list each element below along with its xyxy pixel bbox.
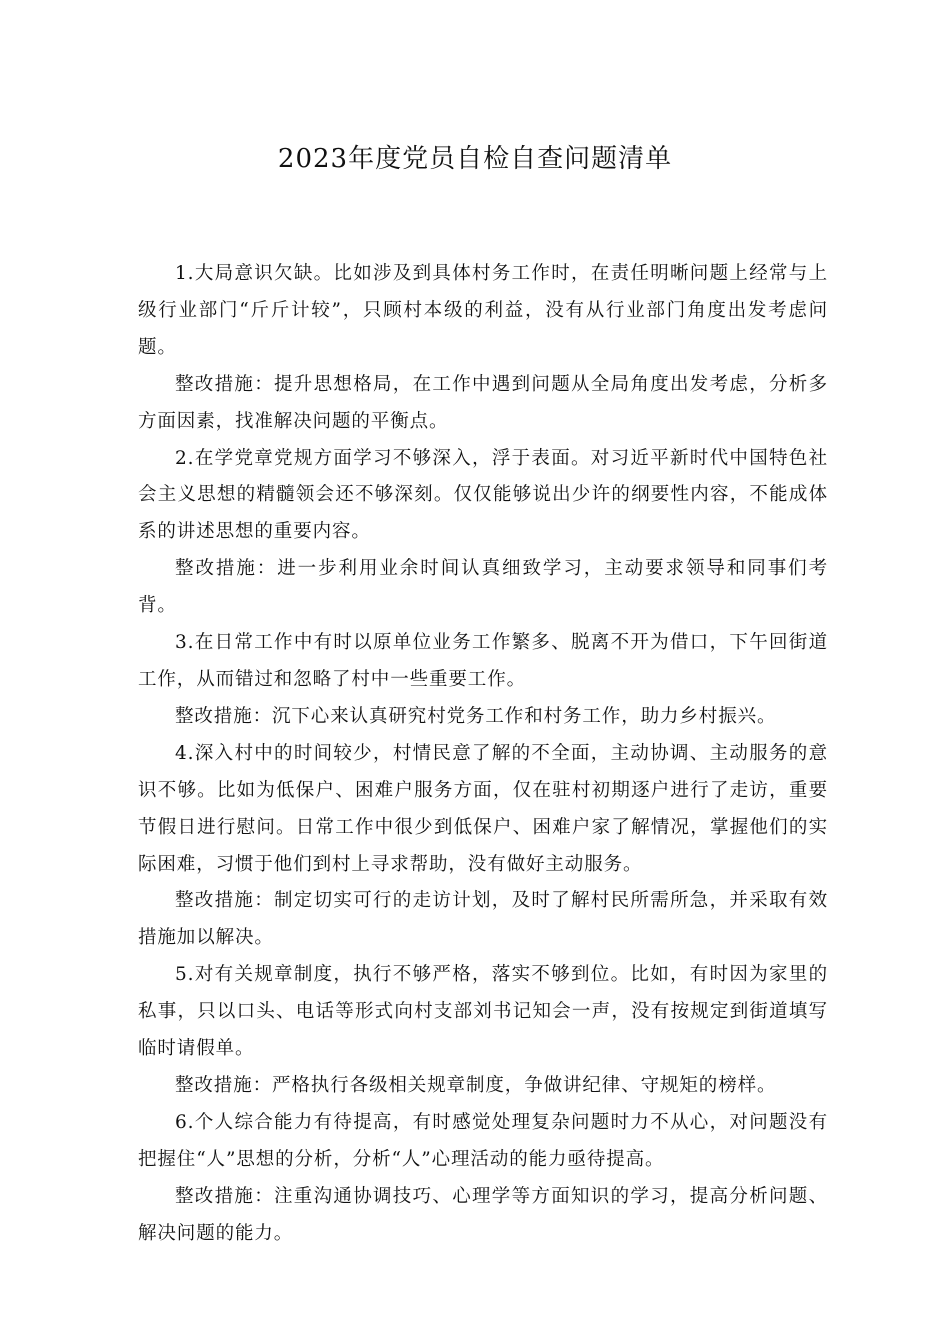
issue-1: 1.大局意识欠缺。比如涉及到具体村务工作时，在责任明晰问题上经常与上级行业部门“斤斤计较”，只顾村本级的利益，没有从行业部门角度出发考虑问题。 — [138, 263, 828, 358]
issue-5: 5.对有关规章制度，执行不够严格，落实不够到位。比如，有时因为家里的私事，只以口头、电话等形式向村支部刘书记知会一声，没有按规定到街道填写临时请假单。 — [138, 964, 828, 1060]
remedy-4: 整改措施：制定切实可行的走访计划，及时了解村民所需所急，并采取有效措施加以解决。 — [138, 890, 828, 949]
issue-4: 4.深入村中的时间较少，村情民意了解的不全面，主动协调、主动服务的意识不够。比如为低保户、困难户服务方面，仅在驻村初期逐户进行了走访，重要节假日进行慰问。日常工作中很少到低保户、困难户家了解情况，掌握他们的实际困难，习惯于他们到村上寻求帮助，没有做好主动服务。 — [138, 742, 828, 875]
issue-2: 2.在学党章党规方面学习不够深入，浮于表面。对习近平新时代中国特色社会主义思想的精髓领会还不够深刻。仅仅能够说出少许的纲要性内容，不能成体系的讲述思想的重要内容。 — [138, 447, 828, 543]
remedy-5: 整改措施：严格执行各级相关规章制度，争做讲纪律、守规矩的榜样。 — [175, 1074, 777, 1096]
remedy-1: 整改措施：提升思想格局，在工作中遇到问题从全局角度出发考虑，分析多方面因素，找准解决问题的平衡点。 — [138, 373, 828, 432]
document-body — [138, 256, 828, 1252]
remedy-3: 整改措施：沉下心来认真研究村党务工作和村务工作，助力乡村振兴。 — [175, 705, 777, 727]
remedy-2: 整改措施：进一步利用业余时间认真细致学习，主动要求领导和同事们考背。 — [138, 558, 828, 617]
remedy-6: 整改措施：注重沟通协调技巧、心理学等方面知识的学习，提高分析问题、解决问题的能力。 — [138, 1185, 828, 1244]
document-title: 2023年度党员自检自查问题清单 — [277, 144, 673, 174]
issue-3: 3.在日常工作中有时以原单位业务工作繁多、脱离不开为借口，下午回街道工作，从而错过和忽略了村中一些重要工作。 — [138, 632, 828, 690]
issue-6: 6.个人综合能力有待提高，有时感觉处理复杂问题时力不从心，对问题没有把握住“人”思想的分析，分析“人”心理活动的能力亟待提高。 — [138, 1111, 828, 1170]
